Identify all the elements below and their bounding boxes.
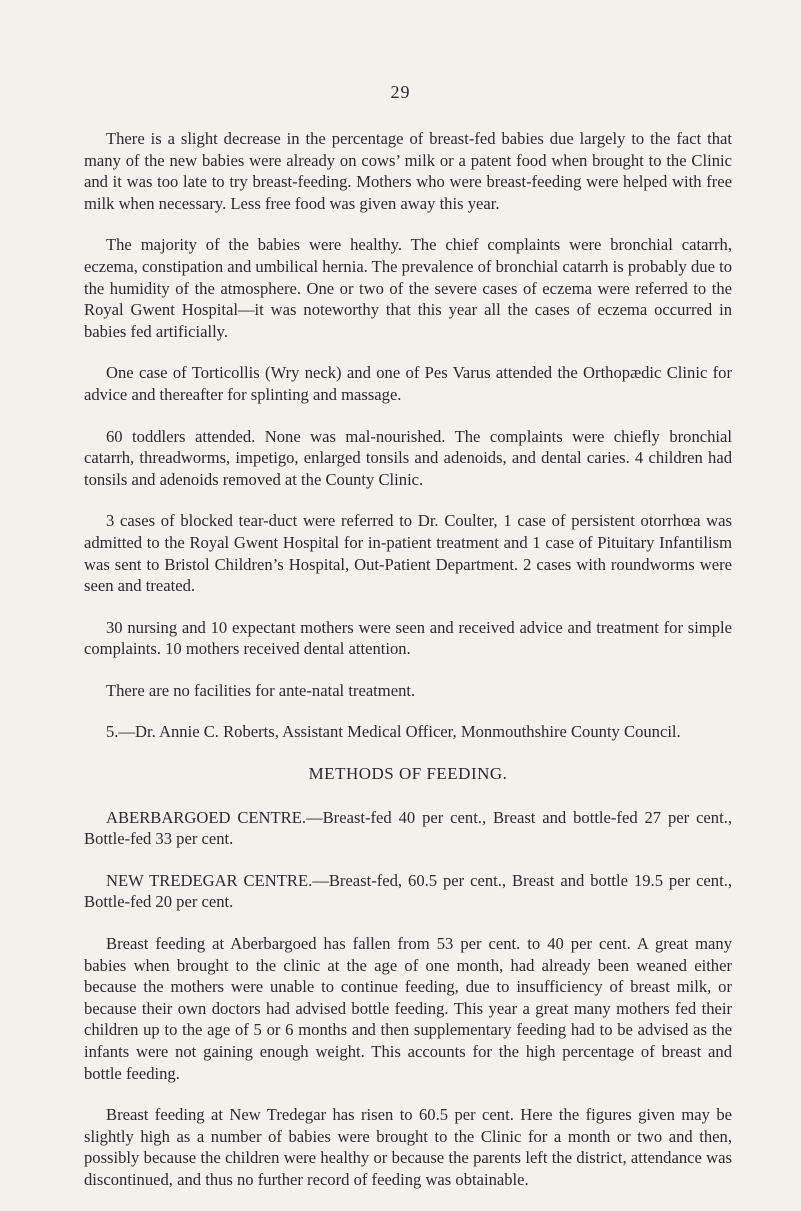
paragraph-new-tredegar-feeding: Breast feeding at New Tredegar has risen to 60.5 per cent. Here the figures given may be slightly high as a number of babies were brought to the Clinic for a month or two and then, possibly because the children were healthy or because the parents left the district, attendance was discontinued, and thus no further record of feeding was obtainable.	[84, 1105, 732, 1189]
paragraph-mothers: 30 nursing and 10 expectant mothers were seen and received advice and treatment for simple complaints. 10 mothers received dental attention.	[84, 617, 732, 659]
section-heading: METHODS OF FEEDING.	[308, 764, 508, 784]
paragraph-breast-fed-decrease: There is a slight decrease in the percentage of breast-fed babies due largely to the fact that many of the new babies were already on cows’ milk or a patent food when brought to the Clinic and it was too late to try breast-feeding. Mothers who were breast-feeding were helped with free milk when necessary. Less free food was given away this year.	[84, 129, 732, 213]
paragraph-referrals: 3 cases of blocked tear-duct were referred to Dr. Coulter, 1 case of persistent otorrhœa was admitted to the Royal Gwent Hospital for in-patient treatment and 1 case of Pituitary Infantilism was sent to Bristol Children’s Hospital, Out-Patient Department. 2 cases with roundworms were seen and treated.	[84, 511, 732, 596]
paragraph-babies-health: The majority of the babies were healthy. The chief complaints were bronchial catarrh, eczema, constipation and umbilical hernia. The prevalence of bronchial catarrh is probably due to the humidity of the atmosphere. One or two of the severe cases of eczema were referred to the Royal Gwent Hospital—it was noteworthy that this year all the cases of eczema occurred in babies fed artificially.	[84, 235, 732, 341]
paragraph-torticollis: One case of Torticollis (Wry neck) and one of Pes Varus attended the Orthopædic Clinic for advice and thereafter for splinting and massage.	[84, 363, 732, 404]
paragraph-toddlers: 60 toddlers attended. None was mal-nourished. The complaints were chiefly bronchial catarrh, threadworms, impetigo, enlarged tonsils and adenoids, and dental caries. 4 children had tonsils and adenoids removed at the County Clinic.	[84, 426, 732, 489]
paragraph-aberbargoed-centre: ABERBARGOED CENTRE.—Breast-fed 40 per cent., Breast and bottle-fed 27 per cent., Bottle-fed 33 per cent.	[84, 807, 732, 849]
paragraph-ante-natal: There are no facilities for ante-natal treatment.	[106, 680, 416, 700]
body-text	[84, 128, 732, 1211]
page-number: 29	[390, 82, 411, 102]
paragraph-new-tredegar-centre: NEW TREDEGAR CENTRE.—Breast-fed, 60.5 per cent., Breast and bottle 19.5 per cent., Bottle-fed 20 per cent.	[84, 870, 732, 912]
paragraph-officer: 5.—Dr. Annie C. Roberts, Assistant Medical Officer, Monmouthshire County Council.	[106, 722, 681, 742]
paragraph-aberbargoed-feeding: Breast feeding at Aberbargoed has fallen from 53 per cent. to 40 per cent. A great many babies when brought to the clinic at the age of one month, had already been weaned either because the mothers were unable to continue feeding, due to insufficiency of breast milk, or because their own doctors had advised bottle feeding. This year a great many mothers fed their children up to the age of 5 or 6 months and then supplementary feeding had to be advised as the infants were not gaining enough weight. This accounts for the high percentage of breast and bottle feeding.	[84, 934, 732, 1083]
